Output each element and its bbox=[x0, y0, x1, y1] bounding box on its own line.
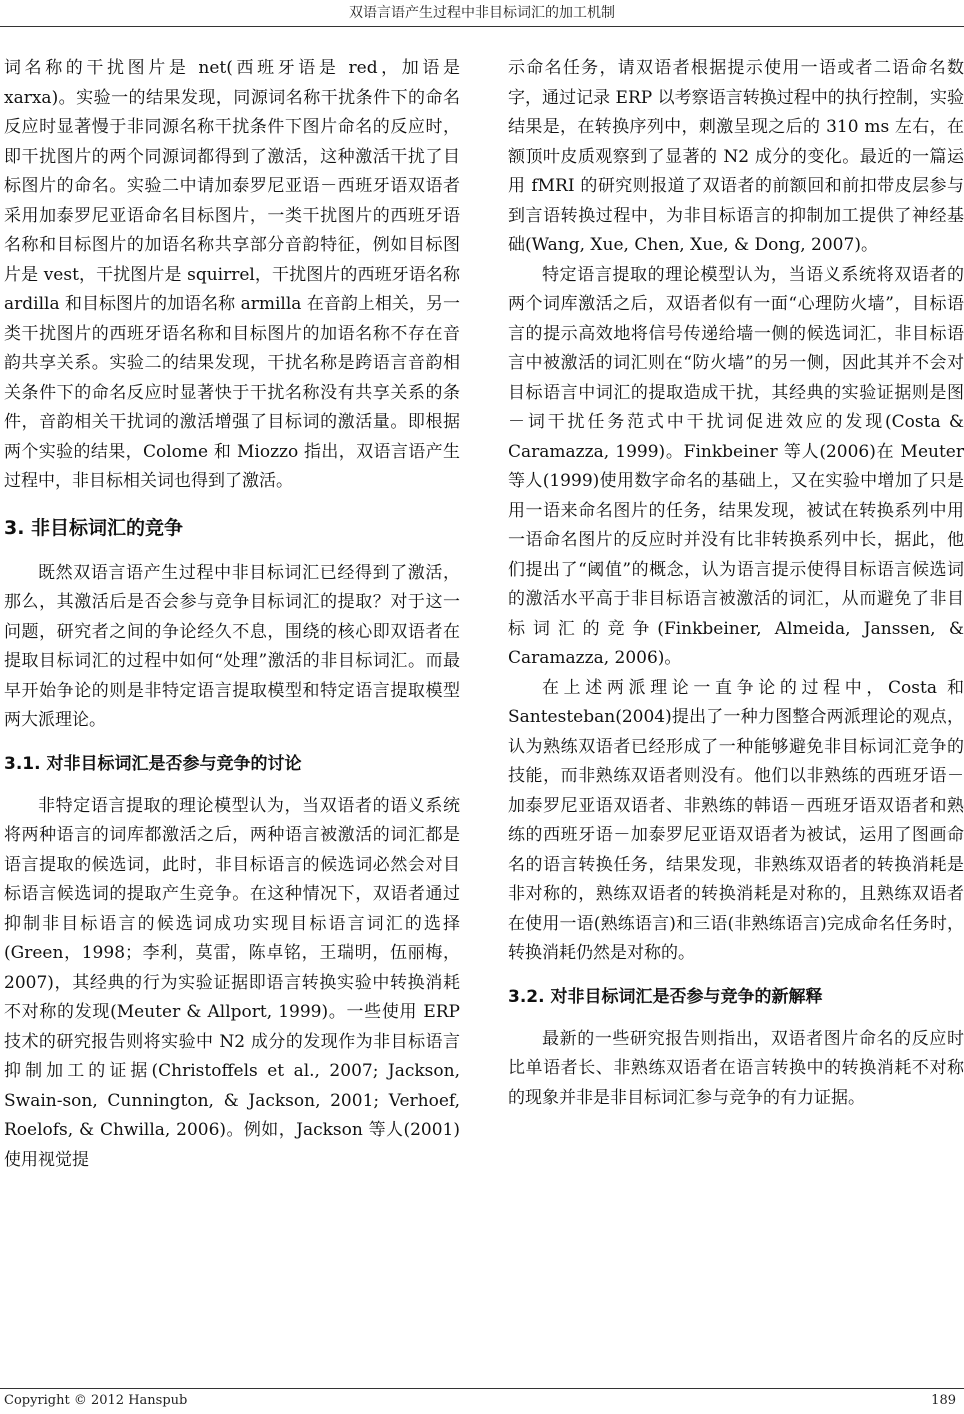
subsection-paragraph-3-2: 最新的一些研究报告则指出，双语者图片命名的反应时比单语者长、非熟练双语者在语言转换中的转换消耗不对称的现象并非是非目标词汇参与竞争的有力证据。 bbox=[508, 1028, 964, 1108]
left-column bbox=[4, 54, 460, 1175]
footer-divider bbox=[0, 1388, 964, 1389]
right-paragraph-2: 特定语言提取的理论模型认为，当语义系统将双语者的两个词库激活之后，双语者似有一面“心理防火墙”，目标语言的提示高效地将信号传递给墙一侧的候选词汇，非目标语言中被激活的词汇则在“防火墙”的另一侧，因此其并不会对目标语言中词汇的提取造成干扰，其经典的实验证据则是图－词干扰任务范式中干扰词促进效应的发现(Costa & Caramazza, 1999)。Finkbeiner 等人(2006)在 Meuter 等人(1999)使用数字命名的基础上，又在实验中增加了只是用一语来命名图片的任务，结果发现，被试在转换系列中用一语命名图片的反应时并没有比非转换系列中长，据此，他们提出了“阈值”的概念，认为语言提示使得目标语言候选词的激活水平高于非目标语言被激活的词汇，从而避免了非目标词汇的竞争(Finkbeiner, Almeida, Janssen, & Caramazza, 2006)。 bbox=[508, 264, 964, 668]
right-paragraph-continued: 示命名任务，请双语者根据提示使用一语或者二语命名数字，通过记录 ERP 以考察语言转换过程中的执行控制，实验结果是，在转换序列中，刺激呈现之后的 310 ms 左右，在额顶叶皮质观察到了显著的 N2 成分的变化。最近的一篇运用 fMRI 的研究则报道了双语者的前额回和前扣带皮层参与到言语转换过程中，为非目标语言的抑制加工提供了神经基础(Wang, Xue, Chen, Xue, & Dong, 2007)。 bbox=[508, 58, 964, 255]
subsection-paragraph-3-1: 非特定语言提取的理论模型认为，当双语者的语义系统将两种语言的词库都激活之后，两种语言被激活的词汇都是语言提取的候选词，此时，非目标语言的候选词必然会对目标语言候选词的提取产生竞争。在这种情况下，双语者通过抑制非目标语言的候选词成功实现目标语言词汇的选择(Green，1998；李利，莫雷，陈卓铭，王瑞明，伍丽梅，2007)，其经典的行为实验证据即语言转换实验中转换消耗不对称的发现(Meuter & Allport, 1999)。一些使用 ERP 技术的研究报告则将实验中 N2 成分的发现作为非目标语言抑制加工的证据(Christoffels et al., 2007; Jackson, Swain-son, Cunnington, & Jackson, 2001; Verhoef, Roelofs, & Chwilla, 2006)。例如，Jackson 等人(2001)使用视觉提 bbox=[4, 795, 460, 1170]
copyright-notice: Copyright © 2012 Hanspub bbox=[4, 1393, 188, 1408]
page-number: 189 bbox=[931, 1393, 956, 1408]
section-paragraph: 既然双语言语产生过程中非目标词汇已经得到了激活，那么，其激活后是否会参与竞争目标词汇的提取？对于这一问题，研究者之间的争论经久不息，围绕的核心即双语者在提取目标词汇的过程中如何“处理”激活的非目标词汇。而最早开始争论的则是非特定语言提取模型和特定语言提取模型两大派理论。 bbox=[4, 562, 460, 730]
subsection-heading-3-1: 3.1. 对非目标词汇是否参与竞争的讨论 bbox=[4, 753, 302, 774]
section-heading: 3. 非目标词汇的竞争 bbox=[4, 516, 184, 539]
left-paragraph-continued: 词名称的干扰图片是 net(西班牙语是 red，加语是 xarxa)。实验一的结果发现，同源词名称干扰条件下的命名反应时显著慢于非同源名称干扰条件下图片命名的反应时，即干扰图片的两个同源词都得到了激活，这种激活干扰了目标图片的命名。实验二中请加泰罗尼亚语－西班牙语双语者采用加泰罗尼亚语命名目标图片，一类干扰图片的西班牙语名称和目标图片的加语名称共享部分音韵特征，例如目标图片是 vest，干扰图片是 squirrel，干扰图片的西班牙语名称 ardilla 和目标图片的加语名称 armilla 在音韵上相关，另一类干扰图片的西班牙语名称和目标图片的加语名称不存在音韵共享关系。实验二的结果发现，干扰名称是跨语言音韵相关条件下的命名反应时显著快于干扰名称没有共享关系的条件，音韵相关干扰词的激活增强了目标词的激活量。即根据两个实验的结果，Colome 和 Miozzo 指出，双语言语产生过程中，非目标相关词也得到了激活。 bbox=[4, 58, 460, 491]
right-paragraph-3: 在上述两派理论一直争论的过程中，Costa 和 Santesteban(2004)提出了一种力图整合两派理论的观点，认为熟练双语者已经形成了一种能够避免非目标词汇竞争的技能，而非熟练双语者则没有。他们以非熟练的西班牙语－加泰罗尼亚语双语者、非熟练的韩语－西班牙语双语者和熟练的西班牙语－加泰罗尼亚语双语者为被试，运用了图画命名的语言转换任务，结果发现，非熟练双语者的转换消耗是非对称的，熟练双语者的转换消耗是对称的，且熟练双语者在使用一语(熟练语言)和三语(非熟练语言)完成命名任务时，转换消耗仍然是对称的。 bbox=[508, 677, 964, 963]
running-header: 双语言语产生过程中非目标词汇的加工机制 bbox=[349, 5, 615, 21]
subsection-heading-3-2: 3.2. 对非目标词汇是否参与竞争的新解释 bbox=[508, 986, 823, 1007]
right-column bbox=[508, 54, 964, 1113]
header-divider bbox=[0, 26, 964, 27]
